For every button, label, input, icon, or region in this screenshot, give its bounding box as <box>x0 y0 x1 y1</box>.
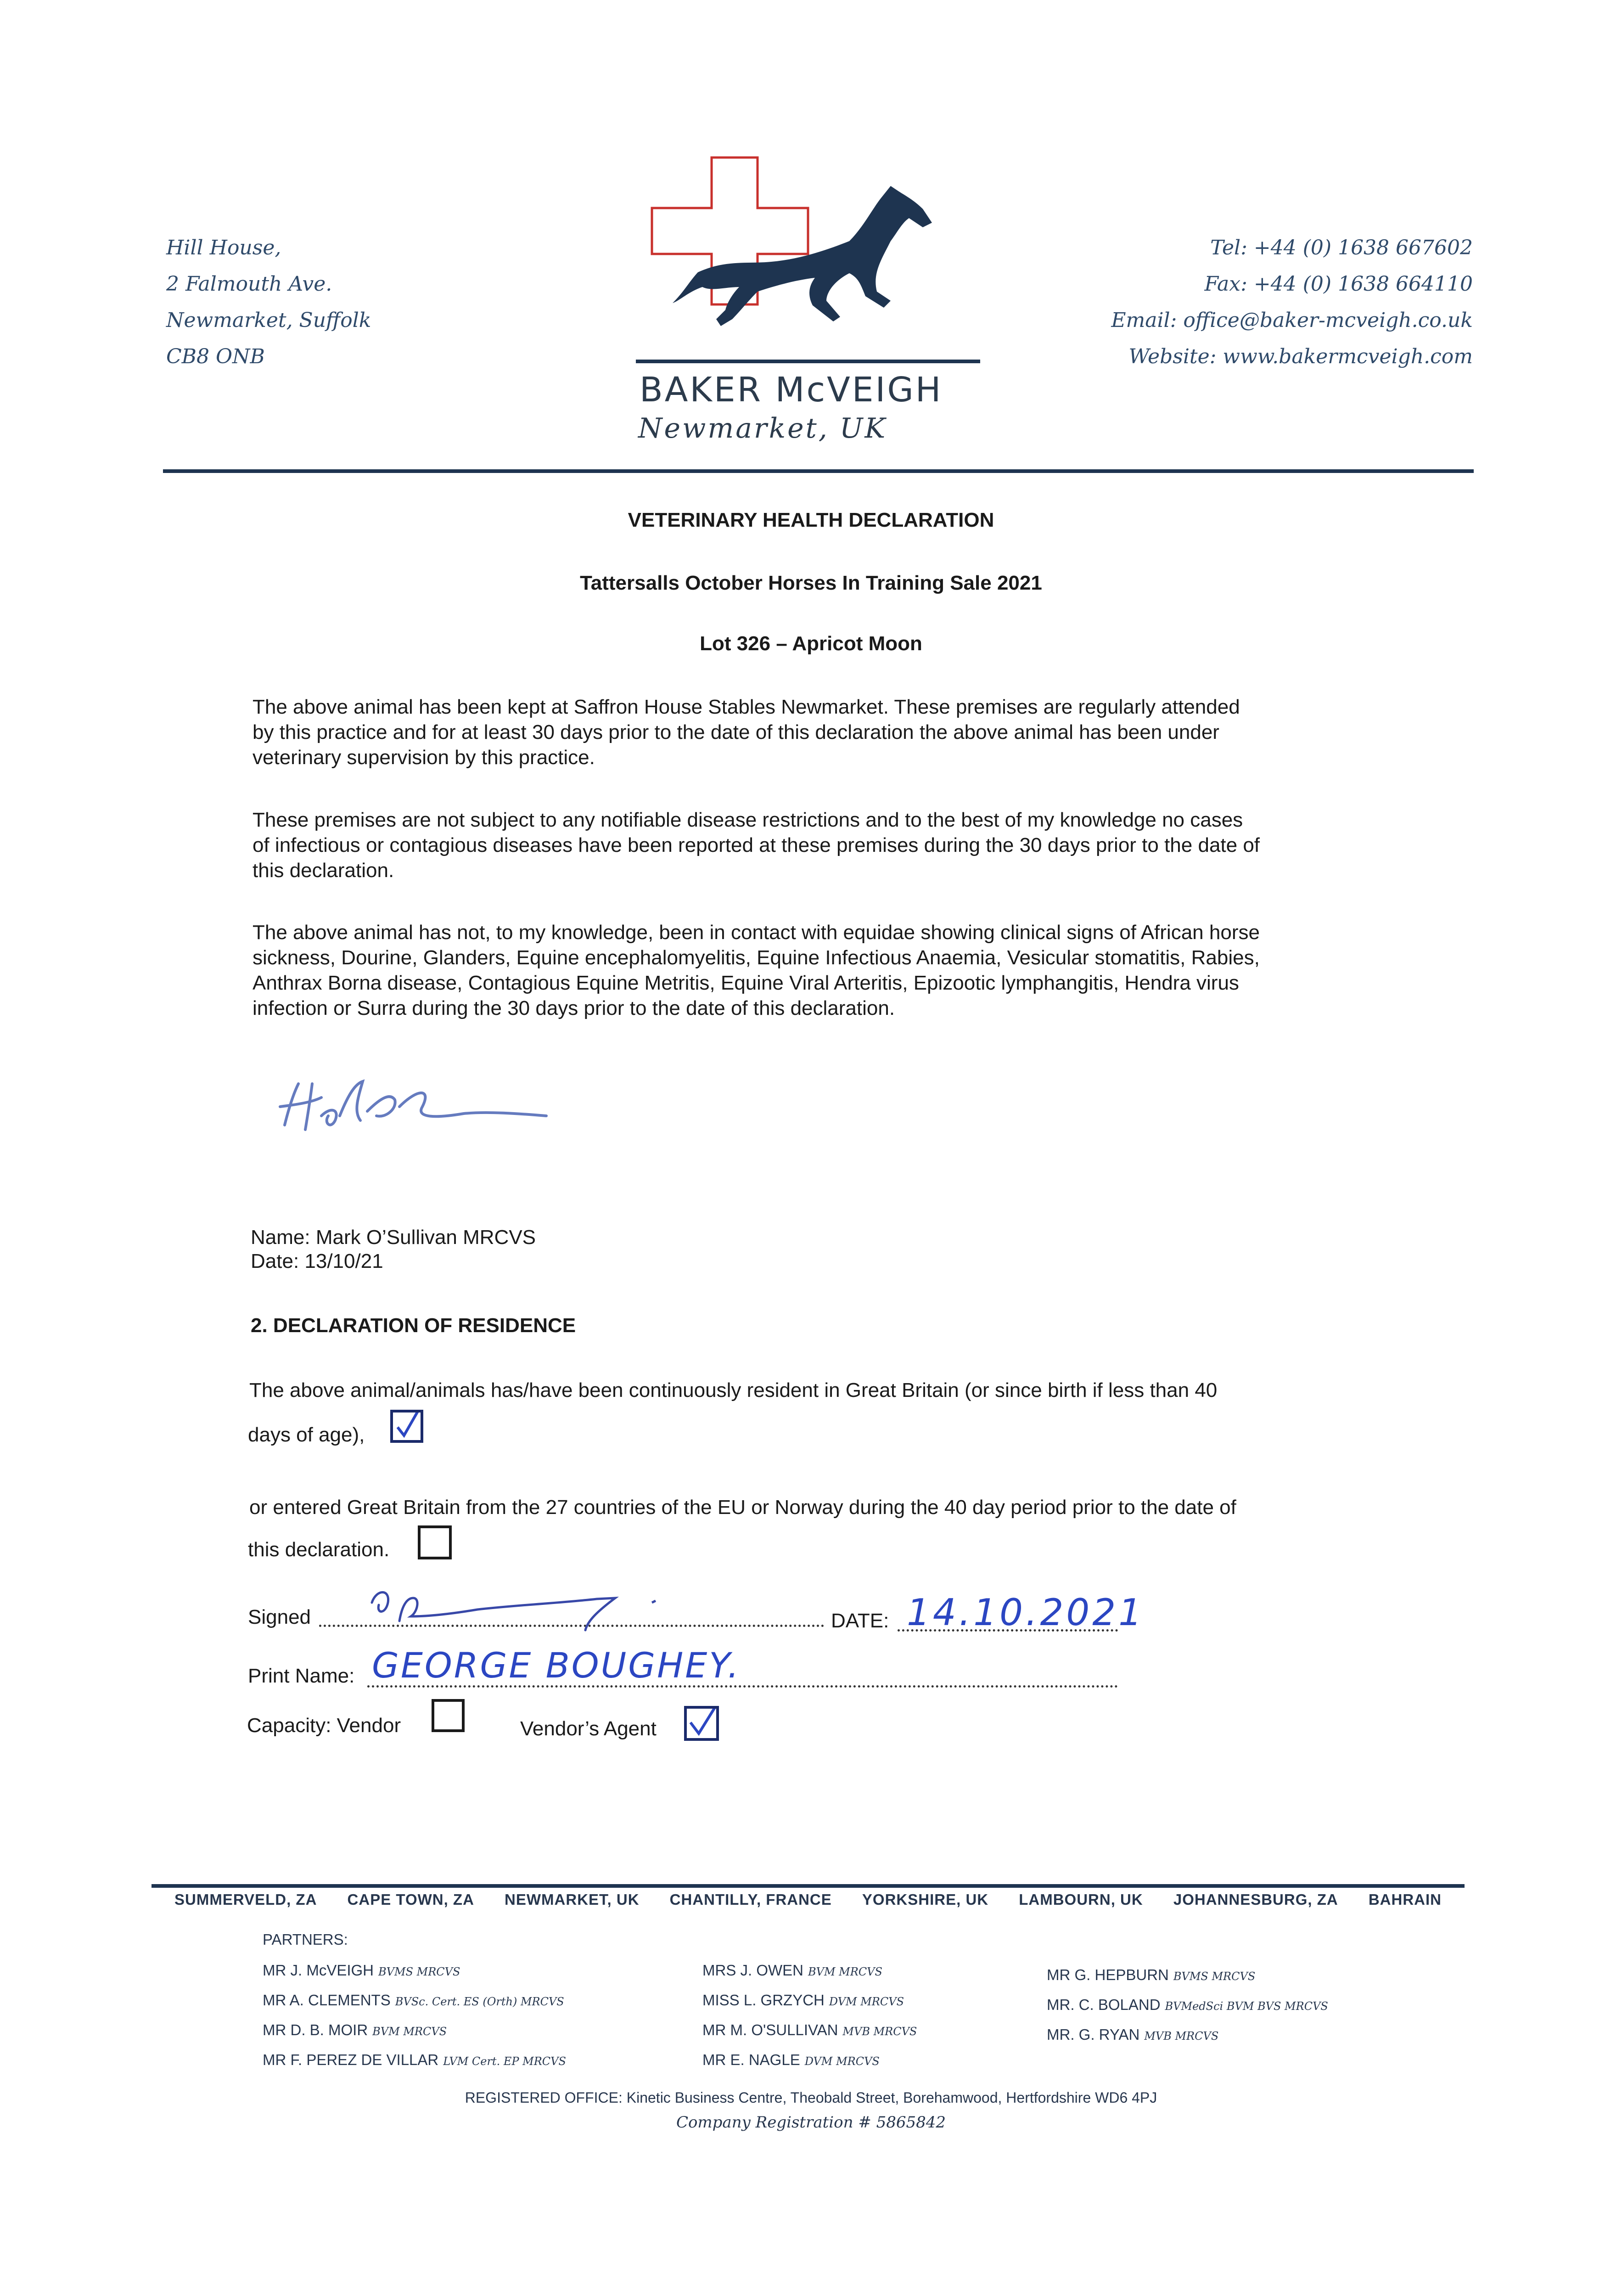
checkmark-icon <box>393 1412 421 1440</box>
address-line: 2 Falmouth Ave. <box>166 272 332 296</box>
print-name-value[interactable]: GEORGE BOUGHEY. <box>372 1645 741 1686</box>
registered-office: REGISTERED OFFICE: Kinetic Business Centre, Theobald Street, Borehamwood, Hertfordshire WD6 4PJ <box>465 2089 1157 2106</box>
residence-heading: 2. DECLARATION OF RESIDENCE <box>251 1314 576 1337</box>
company-contact <box>1111 230 1473 375</box>
vendor-checkbox[interactable] <box>432 1699 465 1732</box>
residence-option1-checkbox[interactable] <box>390 1410 423 1443</box>
office-location: SUMMERVELD, ZA <box>174 1891 317 1908</box>
date-value[interactable]: 14.10.2021 <box>907 1591 1145 1634</box>
vendor-signature <box>358 1570 735 1635</box>
office-location: CAPE TOWN, ZA <box>347 1891 474 1908</box>
office-location: CHANTILLY, FRANCE <box>669 1891 832 1908</box>
residence-line1b: days of age), <box>248 1424 365 1446</box>
paragraph-line: of infectious or contagious diseases have been reported at these premises during the 30 days prior to the date of <box>253 834 1260 856</box>
contact-line: Fax: +44 (0) 1638 664110 <box>1204 272 1473 296</box>
contact-line: Tel: +44 (0) 1638 667602 <box>1210 236 1473 259</box>
contact-line: Email: office@baker-mcveigh.co.uk <box>1111 309 1473 332</box>
partner-entry: MRS J. OWEN BVM MRCVS <box>702 1962 882 1979</box>
partner-entry: MR F. PEREZ DE VILLAR LVM Cert. EP MRCVS <box>263 2051 566 2068</box>
residence-line1: The above animal/animals has/have been continuously resident in Great Britain (or since birth if less than 40 <box>249 1379 1218 1401</box>
partner-entry: MR. G. RYAN MVB MRCVS <box>1047 2026 1219 2043</box>
office-location: BAHRAIN <box>1368 1891 1442 1908</box>
partner-entry: MR M. O'SULLIVAN MVB MRCVS <box>702 2021 917 2038</box>
paragraph-line: These premises are not subject to any notifiable disease restrictions and to the best of my knowledge no cases <box>253 809 1243 831</box>
partner-entry: MR. C. BOLAND BVMedSci BVM BVS MRCVS <box>1047 1996 1328 2013</box>
address-line: CB8 ONB <box>166 345 265 368</box>
paragraph-line: this declaration. <box>253 859 394 882</box>
address-line: Newmarket, Suffolk <box>166 309 371 332</box>
signed-label: Signed <box>248 1606 311 1628</box>
vet-signature <box>271 1065 565 1148</box>
paragraph-line: infection or Surra during the 30 days prior to the date of this declaration. <box>253 997 895 1019</box>
partner-entry: MR G. HEPBURN BVMS MRCVS <box>1047 1966 1256 1983</box>
footer-divider <box>152 1884 1465 1888</box>
partner-entry: MR E. NAGLE DVM MRCVS <box>702 2051 880 2068</box>
header-divider <box>163 469 1474 473</box>
paragraph-contact <box>253 920 1386 1021</box>
residence-option2-checkbox[interactable] <box>418 1525 452 1559</box>
paragraph-premises <box>253 694 1386 770</box>
sale-title: Tattersalls October Horses In Training Sale 2021 <box>580 572 1042 594</box>
paragraph-line: The above animal has not, to my knowledge, been in contact with equidae showing clinical signs of African horse <box>253 921 1260 944</box>
partners-column-2 <box>702 1956 917 2076</box>
office-locations <box>174 1891 1442 1908</box>
office-location: NEWMARKET, UK <box>505 1891 640 1908</box>
partner-entry: MR D. B. MOIR BVM MRCVS <box>263 2021 447 2038</box>
date-label: DATE: <box>831 1609 889 1632</box>
vet-date: Date: 13/10/21 <box>251 1250 383 1272</box>
brand-name: BAKER McVEIGH <box>640 370 943 410</box>
brand-tagline: Newmarket, UK <box>638 412 887 445</box>
vendor-agent-checkbox[interactable] <box>684 1706 719 1741</box>
residence-line2: or entered Great Britain from the 27 countries of the EU or Norway during the 40 day period prior to the date of <box>249 1496 1236 1519</box>
partners-column-3 <box>1047 1961 1328 2050</box>
vendor-agent-label: Vendor’s Agent <box>520 1717 657 1740</box>
office-location: LAMBOURN, UK <box>1019 1891 1143 1908</box>
checkmark-icon <box>687 1709 716 1738</box>
cross-and-horse-logo <box>634 154 982 370</box>
lot-title: Lot 326 – Apricot Moon <box>700 632 922 655</box>
print-name-label: Print Name: <box>248 1665 355 1687</box>
partners-heading: PARTNERS: <box>263 1931 348 1948</box>
office-location: JOHANNESBURG, ZA <box>1173 1891 1338 1908</box>
partner-entry: MR J. McVEIGH BVMS MRCVS <box>263 1962 460 1979</box>
contact-line: Website: www.bakermcveigh.com <box>1128 345 1473 368</box>
address-line: Hill House, <box>166 236 281 259</box>
vet-name: Name: Mark O’Sullivan MRCVS <box>251 1226 536 1249</box>
paragraph-line: sickness, Dourine, Glanders, Equine encephalomyelitis, Equine Infectious Anaemia, Vesicular stomatitis, Rabies, <box>253 946 1260 969</box>
partners-column-1 <box>263 1956 566 2076</box>
company-address <box>166 230 371 375</box>
paragraph-line: veterinary supervision by this practice. <box>253 746 595 769</box>
office-location: YORKSHIRE, UK <box>862 1891 989 1908</box>
partner-entry: MR A. CLEMENTS BVSc. Cert. ES (Orth) MRCVS <box>263 1992 564 2009</box>
paragraph-restrictions <box>253 807 1386 883</box>
document-title: VETERINARY HEALTH DECLARATION <box>628 509 994 531</box>
residence-line2b: this declaration. <box>248 1538 390 1561</box>
paragraph-line: by this practice and for at least 30 days prior to the date of this declaration the above animal has been under <box>253 721 1219 743</box>
company-registration: Company Registration # 5865842 <box>676 2113 946 2132</box>
capacity-label: Capacity: Vendor <box>247 1714 401 1737</box>
paragraph-line: The above animal has been kept at Saffron House Stables Newmarket. These premises are regularly attended <box>253 696 1240 718</box>
partner-entry: MISS L. GRZYCH DVM MRCVS <box>702 1992 904 2009</box>
paragraph-line: Anthrax Borna disease, Contagious Equine Metritis, Equine Viral Arteritis, Epizootic lymphangitis, Hendra virus <box>253 972 1239 994</box>
